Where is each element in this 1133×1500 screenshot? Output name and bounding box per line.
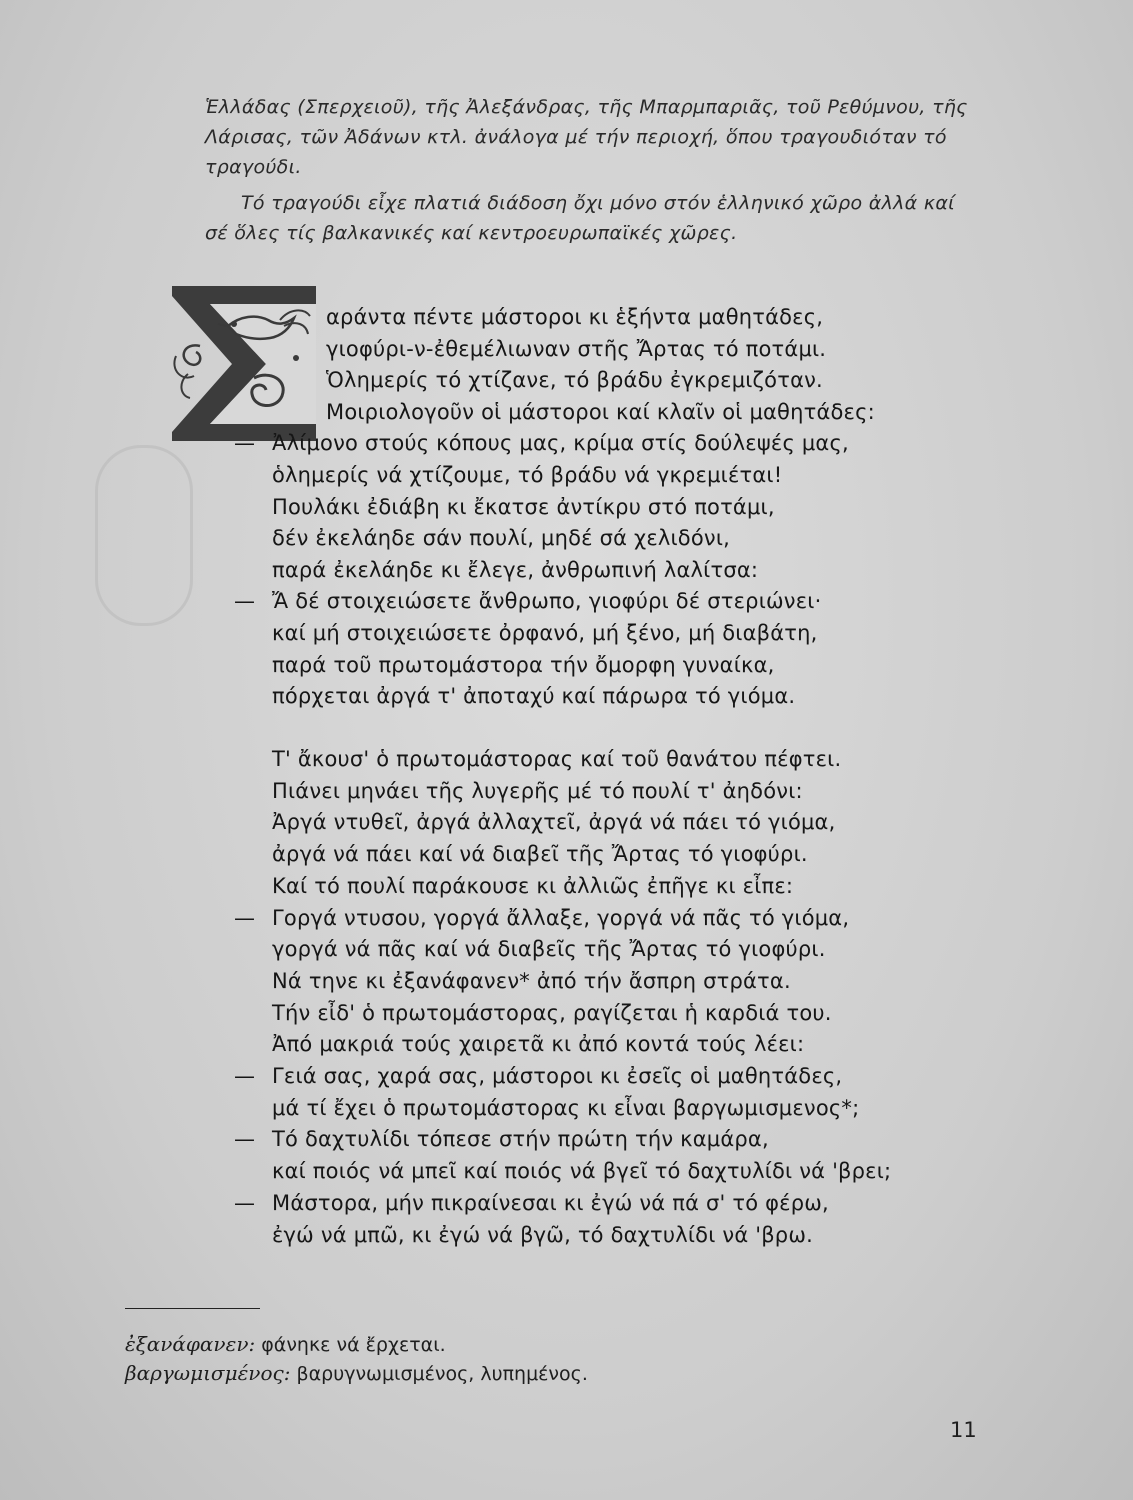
poem-line: γοργά νά πᾶς καί νά διαβεῖς τῆς Ἄρτας τό γιοφύρι. [272, 937, 826, 962]
poem-line: ὁλημερίς νά χτίζουμε, τό βράδυ νά γκρεμιέται! [272, 463, 783, 487]
poem-line: αράντα πέντε μάστοροι κι ἑξήντα μαθητάδες, [326, 305, 824, 329]
footnote-term: βαργωμισμένος: [125, 1361, 291, 1385]
intro-paragraph-1: Ἑλλάδας (Σπερχειοῦ), τῆς Ἀλεξάνδρας, τῆς Μπαρμπαριᾶς, τοῦ Ρεθύμνου, τῆς Λάρισας, τῶν Ἀδάνων κτλ. ἀνάλογα μέ τήν περιοχή, ὅπου τραγουδιόταν τό τραγούδι. [205, 96, 968, 178]
footnote-2 [125, 1360, 588, 1387]
poem-line: Μοιριολογοῦν οἱ μάστοροι καί κλαῖν οἱ μαθητάδες: [326, 399, 875, 424]
bleed-through-medallion [95, 445, 193, 626]
poem-line: καί μή στοιχειώσετε ὀρφανό, μή ξένο, μή διαβάτη, [272, 621, 818, 645]
dialogue-dash: — [234, 431, 255, 456]
poem-line: Ἄ δέ στοιχειώσετε ἄνθρωπο, γιοφύρι δέ στεριώνει· [272, 589, 822, 614]
poem-line: Νά τηνε κι ἐξανάφανεν* ἀπό τήν ἄσπρη στράτα. [272, 968, 791, 993]
page-number: 11 [950, 1418, 977, 1442]
dialogue-dash: — [234, 1190, 255, 1215]
poem-line: Ὁλημερίς τό χτίζανε, τό βράδυ ἐγκρεμιζόταν. [326, 368, 823, 393]
poem-line: Πουλάκι ἐδιάβη κι ἔκατσε ἀντίκρυ στό ποτάμι, [272, 494, 775, 519]
footnote-1 [125, 1331, 446, 1358]
poem-line: Γειά σας, χαρά σας, μάστοροι κι ἐσεῖς οἱ μαθητάδες, [272, 1064, 843, 1088]
intro-paragraph-2: Τό τραγούδι εἶχε πλατιά διάδοση ὄχι μόνο στόν ἑλληνικό χῶρο ἀλλά καί σέ ὅλες τίς βαλκανικές καί κεντροευρωπαϊκές χῶρες. [205, 192, 955, 244]
poem-line: Τό δαχτυλίδι τόπεσε στήν πρώτη τήν καμάρα, [272, 1127, 769, 1152]
poem-line: Γοργά ντυσου, γοργά ἄλλαξε, γοργά νά πᾶς τό γιόμα, [272, 905, 850, 930]
poem-line: Ἀπό μακριά τούς χαιρετᾶ κι ἀπό κοντά τούς λέει: [272, 1032, 805, 1057]
poem-line: Μάστορα, μήν πικραίνεσαι κι ἐγώ νά πά σ' τό φέρω, [272, 1190, 829, 1215]
footnote-definition: βαρυγνωμισμένος, λυπημένος. [296, 1363, 588, 1385]
poem-line: Ἀργά ντυθεῖ, ἀργά ἀλλαχτεῖ, ἀργά νά πάει τό γιόμα, [272, 810, 836, 835]
footnote-definition: φάνηκε νά ἔρχεται. [261, 1334, 446, 1356]
poem-line: ἐγώ νά μπῶ, κι ἐγώ νά βγῶ, τό δαχτυλίδι νά 'βρω. [272, 1222, 813, 1247]
poem-line: ἀργά νά πάει καί νά διαβεῖ τῆς Ἄρτας τό γιοφύρι. [272, 842, 808, 867]
poem-line: καί ποιός νά μπεῖ καί ποιός νά βγεῖ τό δαχτυλίδι νά 'βρει; [272, 1159, 892, 1184]
poem-line: Τ' ἄκουσ' ὁ πρωτομάστορας καί τοῦ θανάτου πέφτει. [272, 747, 842, 771]
decorated-sigma-initial-icon [170, 286, 318, 441]
poem-line: παρά ἐκελάηδε κι ἔλεγε, ἀνθρωπινή λαλίτσα: [272, 557, 759, 582]
footnote-term: ἐξανάφανεν: [125, 1332, 256, 1356]
poem-line: πόρχεται ἀργά τ' ἀποταχύ καί πάρωρα τό γιόμα. [272, 684, 796, 709]
dialogue-dash: — [234, 589, 255, 614]
poem-line: γιοφύρι-ν-ἐθεμέλιωναν στῆς Ἄρτας τό ποτάμι. [326, 336, 827, 361]
poem-line: Ἀλίμονο στούς κόπους μας, κρίμα στίς δούλεψές μας, [272, 431, 849, 456]
dialogue-dash: — [234, 1064, 255, 1088]
poem-line: Καί τό πουλί παράκουσε κι ἀλλιῶς ἐπῆγε κι εἶπε: [272, 873, 794, 898]
poem-line: Πιάνει μηνάει τῆς λυγερῆς μέ τό πουλί τ' ἀηδόνι: [272, 778, 803, 803]
poem-line: δέν ἐκελάηδε σάν πουλί, μηδέ σά χελιδόνι, [272, 526, 731, 551]
footnote-rule [125, 1308, 260, 1309]
dialogue-dash: — [234, 1127, 255, 1152]
dialogue-dash: — [234, 905, 255, 930]
poem-line: Τήν εἶδ' ὁ πρωτομάστορας, ραγίζεται ἡ καρδιά του. [272, 1000, 832, 1025]
poem-line: μά τί ἔχει ὁ πρωτομάστορας κι εἶναι βαργωμισμενος*; [272, 1095, 860, 1120]
poem-line: παρά τοῦ πρωτομάστορα τήν ὄμορφη γυναίκα, [272, 652, 775, 677]
